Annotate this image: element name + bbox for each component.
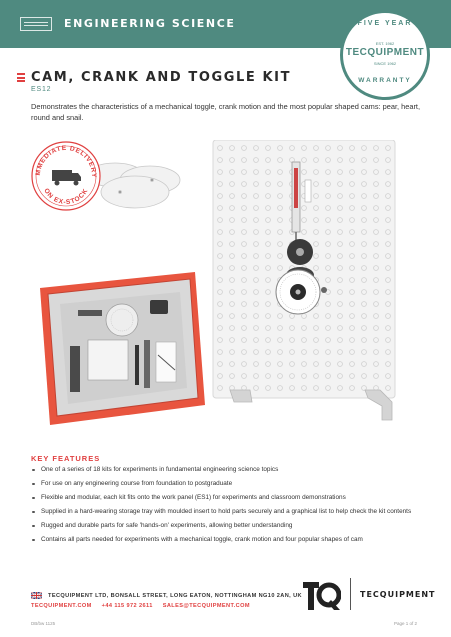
page-number: Page 1 of 2 (394, 621, 418, 626)
footer-email-link[interactable]: SALES@TECQUIPMENT.COM (162, 603, 250, 609)
warranty-since-text: SINCE 1962 (373, 61, 397, 66)
key-features-title: KEY FEATURES (31, 454, 101, 463)
footer-divider (350, 578, 351, 610)
document-reference: DB/bw 1125 (31, 621, 56, 626)
list-item: One of a series of 18 kits for experiments in fundamental engineering science topics (31, 465, 426, 474)
list-item: Flexible and modular, each kit fits onto the work panel (ES1) for experiments and classroom demonstrations (31, 493, 426, 502)
footer-phone[interactable]: +44 115 972 2611 (101, 603, 153, 609)
footer-website-link[interactable]: TECQUIPMENT.COM (31, 603, 92, 609)
warranty-top-text: FIVE YEAR (357, 20, 413, 27)
stamp-bottom-text: ON EX-STOCK (42, 187, 90, 207)
brand-mini-logo (20, 17, 52, 31)
list-item: Supplied in a hard-wearing storage tray with moulded insert to hold parts securely and a graphical list to help check the kit contents (31, 507, 426, 516)
key-features-list (31, 465, 426, 549)
footer-contacts (31, 603, 258, 609)
warranty-brand: TECQUIPMENT (345, 47, 425, 58)
footer-brand: TECQUIPMENT (360, 590, 436, 599)
section-title: ENGINEERING SCIENCE (64, 17, 236, 30)
list-item: For use on any engineering course from foundation to postgraduate (31, 479, 426, 488)
list-item: Contains all parts needed for experiments with a mechanical toggle, crank motion and four popular shapes of cam (31, 535, 426, 544)
product-code: ES12 (31, 86, 52, 93)
product-title: CAM, CRANK AND TOGGLE KIT (31, 70, 292, 85)
footer-address: TECQUIPMENT LTD, BONSALL STREET, LONG EATON, NOTTINGHAM NG10 2AN, UK (48, 592, 302, 599)
warranty-bottom-text: WARRANTY (358, 77, 412, 84)
warranty-est-text: EST. 1962 (375, 41, 395, 46)
stamp-top-text: MMEDIATE DELIVERY (34, 144, 98, 179)
warranty-badge (340, 10, 430, 100)
immediate-delivery-stamp (30, 140, 102, 212)
product-description: Demonstrates the characteristics of a mechanical toggle, crank motion and the most popular shaped cams: pear, heart, round and snail. (31, 102, 421, 122)
stand-leg-left (230, 390, 252, 402)
footer-address-row (31, 592, 302, 599)
menu-icon (17, 73, 25, 82)
storage-tray (40, 272, 205, 425)
uk-flag-icon (31, 592, 42, 599)
tq-logo (303, 582, 341, 610)
list-item: Rugged and durable parts for safe 'hands-on' experiments, allowing better understanding (31, 521, 426, 530)
